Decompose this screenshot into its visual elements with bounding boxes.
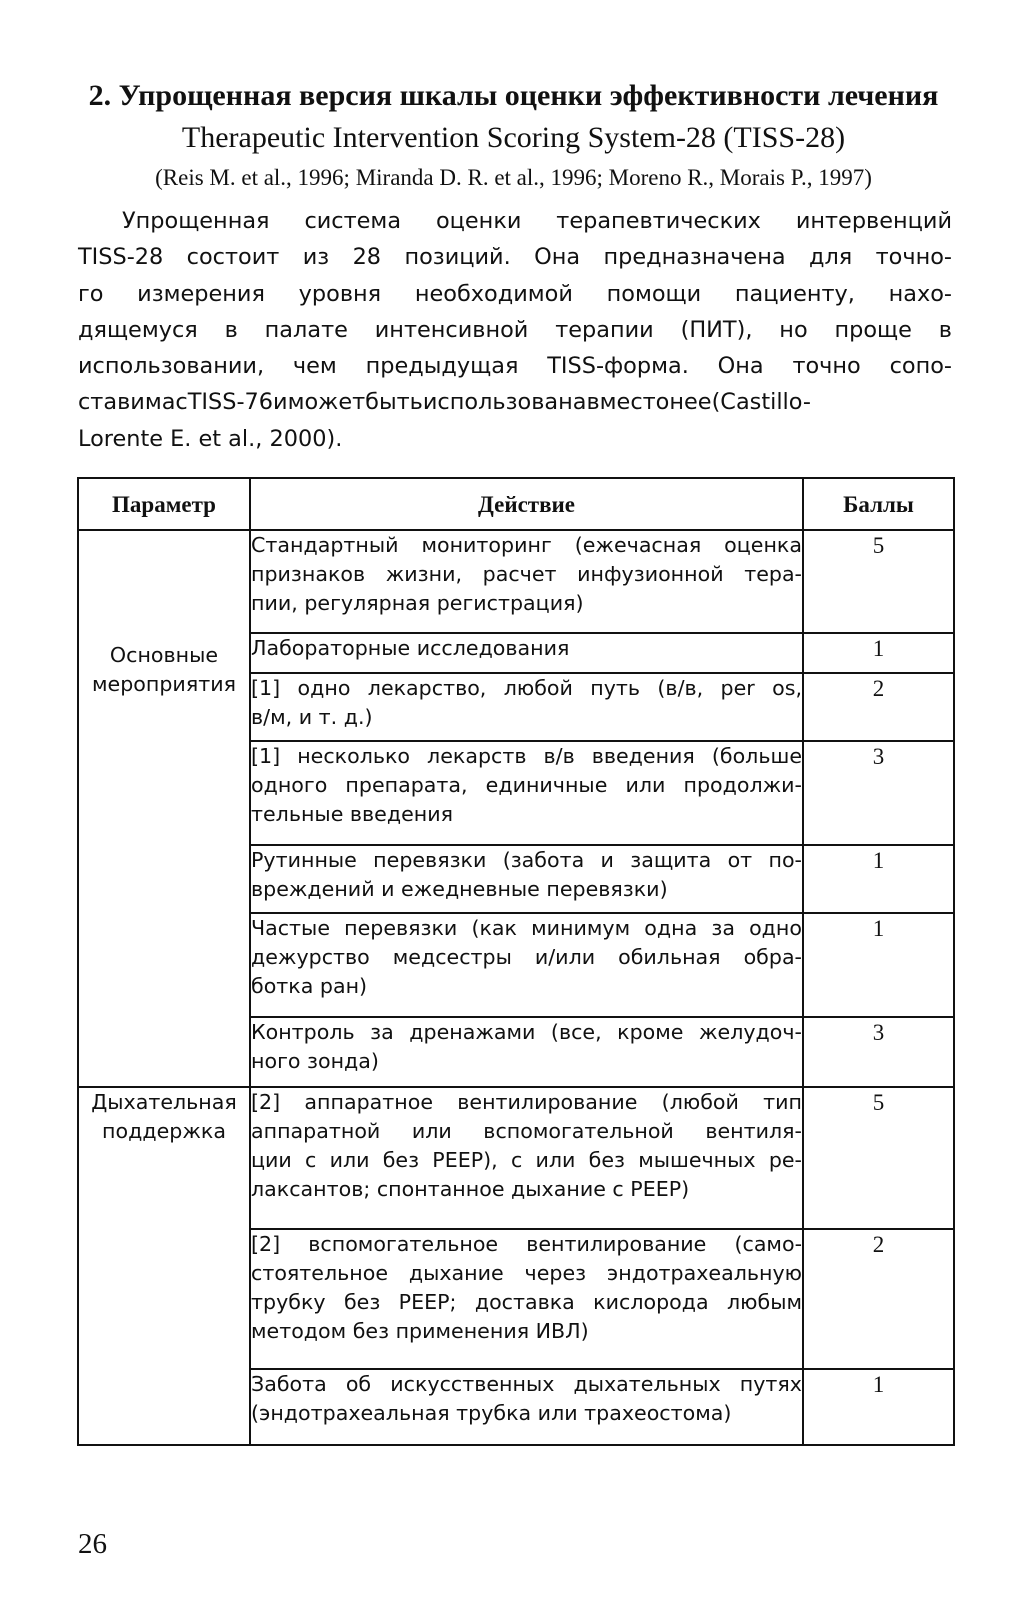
action-text-line: Забота об искусственных дыхательных путях: [251, 1372, 802, 1396]
action-text-line: [1] одно лекарство, любой путь (в/в, per os,: [251, 676, 802, 700]
table-row: [78, 530, 954, 633]
references: (Reis M. et al., 1996; Miranda D. R. et al., 1996; Moreno R., Morais P., 1997): [155, 165, 872, 190]
action-text-line: (эндотрахеальная трубка или трахеостома): [251, 1401, 732, 1425]
tiss-table: [77, 477, 955, 1446]
intro-line: дящемуся в палате интенсивной терапии (ПИТ), но проще в: [78, 316, 952, 343]
action-text-line: в/м, и т. д.): [251, 705, 373, 729]
action-text-line: методом без применения ИВЛ): [251, 1319, 589, 1343]
action-text-line: Стандартный мониторинг (ежечасная оценка: [251, 533, 802, 557]
action-text-line: аппаратной или вспомогательной вентиля-: [251, 1119, 802, 1143]
points-cell: 5: [803, 530, 954, 633]
intro-line: Упрощенная система оценки терапевтических интервенций: [122, 208, 952, 234]
parameter-cell: Дыхательная поддержка: [78, 1087, 250, 1445]
action-cell: [250, 673, 803, 741]
points-cell: 3: [803, 1017, 954, 1087]
scale-title: Therapeutic Intervention Scoring System-28 (TISS-28): [181, 121, 846, 154]
points-cell: 1: [803, 633, 954, 673]
header-parameter: Параметр: [78, 478, 250, 530]
intro-line: ставимасTISS-76иможетбытьиспользованавместонее(Castillo-: [78, 389, 811, 416]
parameter-cell: Основные мероприятия: [78, 530, 250, 1087]
intro-line: TISS-28 состоит из 28 позиций. Она предназначена для точно-: [78, 244, 952, 271]
action-cell: [250, 913, 803, 1017]
action-cell: [250, 530, 803, 633]
header-action: Действие: [250, 478, 803, 530]
action-cell: [250, 1369, 803, 1445]
action-cell: [250, 741, 803, 845]
action-text-line: [2] вспомогательное вентилирование (само-: [251, 1232, 802, 1256]
table-body: [78, 530, 954, 1445]
points-cell: 1: [803, 845, 954, 913]
action-text-line: трубку без PEEP; доставка кислорода любым: [251, 1290, 802, 1314]
table-row: [78, 1087, 954, 1229]
section-heading: 2. Упрощенная версия шкалы оценки эффективности лечения: [88, 79, 939, 112]
table-header-row: [78, 478, 954, 530]
page-number: 26: [78, 1528, 107, 1560]
points-cell: 1: [803, 913, 954, 1017]
action-text-line: ного зонда): [251, 1049, 379, 1073]
action-text-line: лаксантов; спонтанное дыхание с PEEP): [251, 1177, 690, 1201]
action-text-line: Частые перевязки (как минимум одна за одно: [251, 916, 802, 940]
points-cell: 1: [803, 1369, 954, 1445]
action-text-line: [1] несколько лекарств в/в введения (больше: [251, 744, 802, 768]
action-text-line: ции с или без PEEP), с или без мышечных ре-: [251, 1148, 802, 1172]
header-points: Баллы: [803, 478, 954, 530]
points-cell: 2: [803, 673, 954, 741]
action-text-line: пии, регулярная регистрация): [251, 591, 584, 615]
action-text-line: [2] аппаратное вентилирование (любой тип: [251, 1090, 802, 1114]
action-text-line: признаков жизни, расчет инфузионной тера-: [251, 562, 802, 586]
intro-line: Lorente E. et al., 2000).: [78, 425, 343, 452]
action-text-line: ботка ран): [251, 974, 368, 998]
action-text-line: Контроль за дренажами (все, кроме желудоч-: [251, 1020, 802, 1044]
action-text-line: Лабораторные исследования: [251, 636, 570, 660]
action-text-line: одного препарата, единичные или продолжи-: [251, 773, 802, 797]
action-text-line: дежурство медсестры и/или обильная обра-: [251, 945, 802, 969]
points-cell: 5: [803, 1087, 954, 1229]
action-cell: [250, 1017, 803, 1087]
action-cell: [250, 1087, 803, 1229]
action-text-line: стоятельное дыхание через эндотрахеальную: [251, 1261, 802, 1285]
action-cell: [250, 633, 803, 673]
intro-line: использовании, чем предыдущая TISS-форма. Она точно сопо-: [78, 353, 952, 380]
intro-paragraph: [78, 203, 952, 457]
action-text-line: тельные введения: [251, 802, 453, 826]
points-cell: 3: [803, 741, 954, 845]
action-cell: [250, 845, 803, 913]
action-text-line: вреждений и ежедневные перевязки): [251, 877, 668, 901]
action-text-line: Рутинные перевязки (забота и защита от по-: [251, 848, 802, 872]
points-cell: 2: [803, 1229, 954, 1369]
intro-line: го измерения уровня необходимой помощи пациенту, нахо-: [78, 280, 952, 307]
action-cell: [250, 1229, 803, 1369]
